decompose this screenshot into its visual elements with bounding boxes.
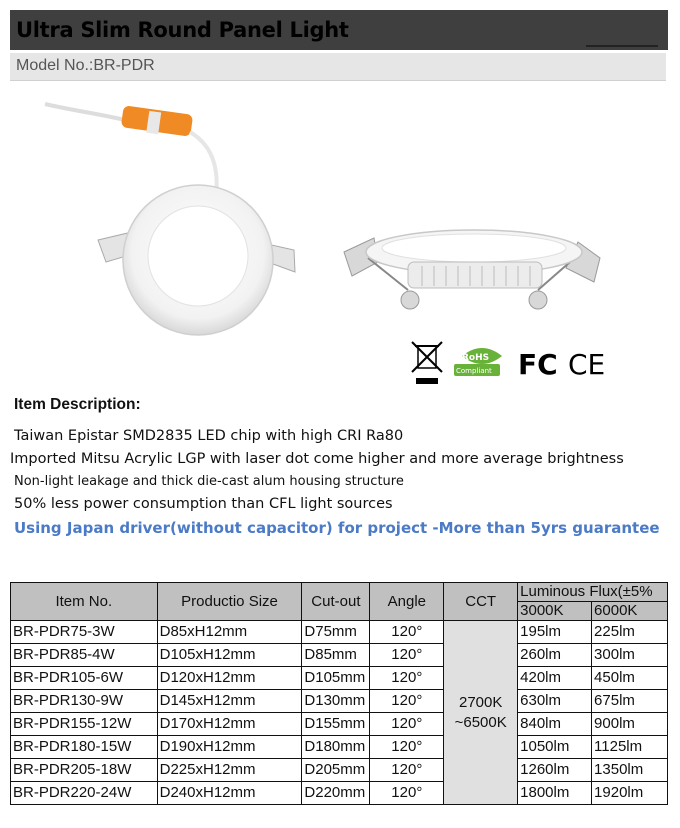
cell-flux-6000k: 900lm: [592, 713, 668, 736]
cell-flux-3000k: 260lm: [518, 644, 592, 667]
table-row: [11, 736, 668, 759]
title-bar: [10, 10, 668, 50]
weee-bin-icon: [412, 342, 442, 384]
table-row: [11, 621, 668, 644]
cct-value-line-2: ~6500K: [454, 713, 507, 731]
svg-text:Compliant: Compliant: [456, 367, 492, 375]
cell-flux-6000k: 450lm: [592, 667, 668, 690]
header-flux-6000k: 6000K: [592, 602, 668, 621]
spec-table: [10, 582, 668, 805]
cell-product-size: D240xH12mm: [157, 782, 302, 805]
table-row: [11, 782, 668, 805]
cell-angle: 120°: [370, 713, 444, 736]
cell-cct: [444, 621, 518, 805]
cell-product-size: D190xH12mm: [157, 736, 302, 759]
cell-product-size: D170xH12mm: [157, 713, 302, 736]
description-line: Imported Mitsu Acrylic LGP with laser dot come higher and more average brightness: [10, 451, 624, 467]
cell-cutout: D130mm: [302, 690, 370, 713]
cell-flux-3000k: 195lm: [518, 621, 592, 644]
description-line: Non-light leakage and thick die-cast alum housing structure: [14, 474, 404, 489]
description-line: Taiwan Epistar SMD2835 LED chip with high CRI Ra80: [14, 428, 404, 444]
cell-item-no: BR-PDR85-4W: [11, 644, 158, 667]
cell-angle: 120°: [370, 736, 444, 759]
header-cct: CCT: [444, 583, 518, 621]
table-row: [11, 690, 668, 713]
model-bar: [10, 53, 666, 81]
cert-logos: [410, 338, 610, 388]
cell-item-no: BR-PDR75-3W: [11, 621, 158, 644]
header-flux-3000k: 3000K: [518, 602, 592, 621]
product-front-image: [40, 92, 310, 342]
header-luminous-flux: Luminous Flux(±5%: [518, 583, 668, 602]
cell-cutout: D105mm: [302, 667, 370, 690]
cell-item-no: BR-PDR220-24W: [11, 782, 158, 805]
cell-product-size: D225xH12mm: [157, 759, 302, 782]
cell-item-no: BR-PDR180-15W: [11, 736, 158, 759]
table-row: [11, 644, 668, 667]
title-accent-line: [586, 45, 658, 47]
header-product-size: Productio Size: [157, 583, 302, 621]
cell-flux-3000k: 1800lm: [518, 782, 592, 805]
table-row: [11, 759, 668, 782]
model-number: Model No.:BR-PDR: [16, 57, 155, 74]
cell-item-no: BR-PDR130-9W: [11, 690, 158, 713]
cell-angle: 120°: [370, 690, 444, 713]
cell-flux-6000k: 1350lm: [592, 759, 668, 782]
cell-angle: 120°: [370, 782, 444, 805]
rohs-icon: [454, 348, 502, 376]
cell-angle: 120°: [370, 667, 444, 690]
cell-product-size: D145xH12mm: [157, 690, 302, 713]
cell-flux-3000k: 1050lm: [518, 736, 592, 759]
cell-flux-3000k: 1260lm: [518, 759, 592, 782]
table-row: [11, 667, 668, 690]
table-header-row: [11, 583, 668, 602]
cell-angle: 120°: [370, 621, 444, 644]
cct-value-line-1: 2700K: [459, 693, 503, 711]
description-highlight-line: Using Japan driver(without capacitor) for project -More than 5yrs guarantee: [14, 519, 660, 537]
cell-flux-3000k: 420lm: [518, 667, 592, 690]
cell-item-no: BR-PDR105-6W: [11, 667, 158, 690]
table-row: [11, 713, 668, 736]
item-description-heading: Item Description:: [14, 396, 141, 413]
header-cutout: Cut-out: [302, 583, 370, 621]
cell-cutout: D220mm: [302, 782, 370, 805]
svg-text:RoHS: RoHS: [462, 353, 490, 363]
cell-flux-6000k: 1920lm: [592, 782, 668, 805]
cell-flux-6000k: 300lm: [592, 644, 668, 667]
cell-cutout: D75mm: [302, 621, 370, 644]
ce-icon: CE: [568, 348, 606, 381]
cell-angle: 120°: [370, 644, 444, 667]
cell-cutout: D180mm: [302, 736, 370, 759]
header-item-no: Item No.: [11, 583, 158, 621]
cell-flux-6000k: 225lm: [592, 621, 668, 644]
cell-cutout: D85mm: [302, 644, 370, 667]
cell-product-size: D85xH12mm: [157, 621, 302, 644]
product-side-image: [338, 210, 610, 320]
fcc-icon: FC: [518, 348, 558, 381]
cell-flux-6000k: 1125lm: [592, 736, 668, 759]
cell-item-no: BR-PDR205-18W: [11, 759, 158, 782]
page-title: Ultra Slim Round Panel Light: [16, 18, 349, 42]
cell-product-size: D105xH12mm: [157, 644, 302, 667]
description-line: 50% less power consumption than CFL light sources: [14, 496, 393, 512]
cell-flux-3000k: 630lm: [518, 690, 592, 713]
cell-flux-6000k: 675lm: [592, 690, 668, 713]
cell-cutout: D155mm: [302, 713, 370, 736]
cell-angle: 120°: [370, 759, 444, 782]
cell-cutout: D205mm: [302, 759, 370, 782]
cell-flux-3000k: 840lm: [518, 713, 592, 736]
certification-icons: [410, 338, 610, 388]
cell-product-size: D120xH12mm: [157, 667, 302, 690]
cell-item-no: BR-PDR155-12W: [11, 713, 158, 736]
header-angle: Angle: [370, 583, 444, 621]
